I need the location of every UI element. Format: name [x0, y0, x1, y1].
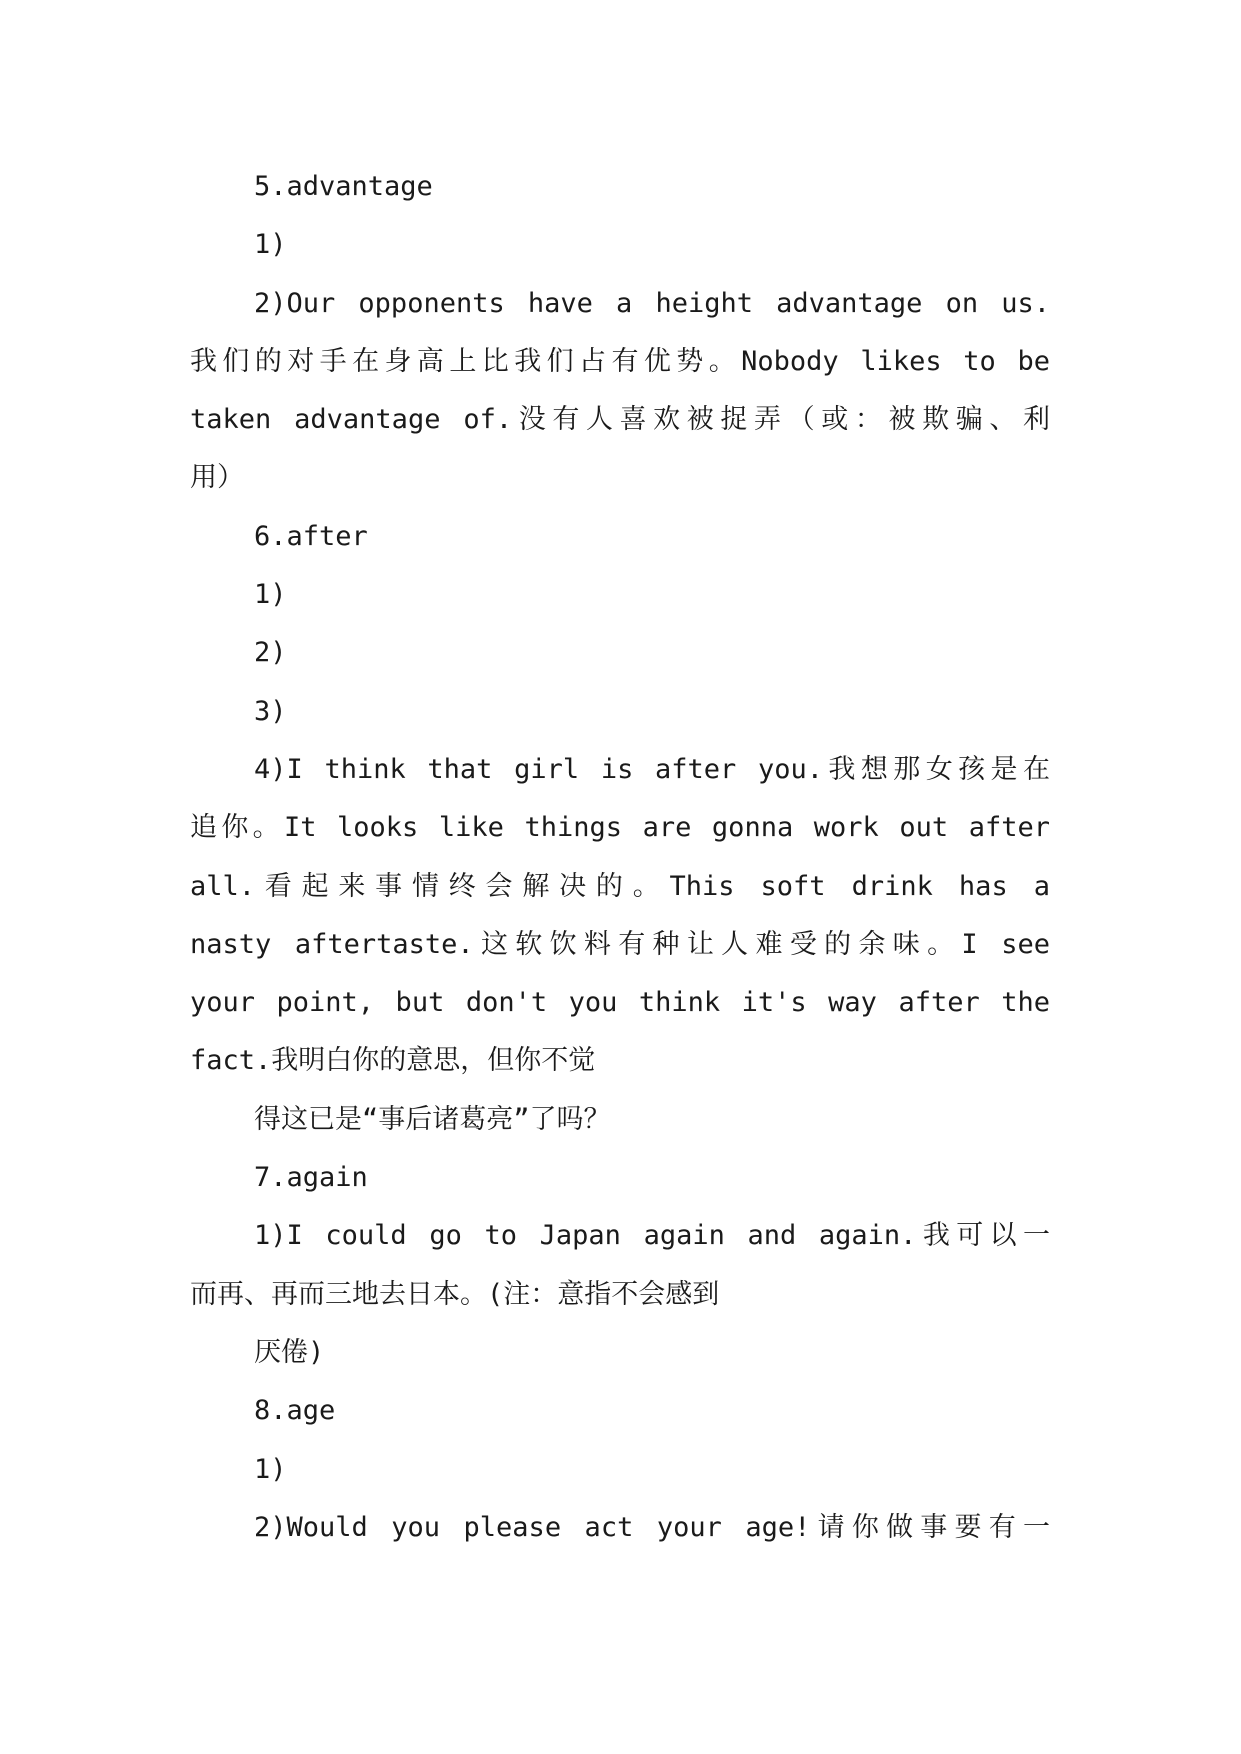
- text-line: 而再、再而三地去日本。(注：意指不会感到: [190, 1278, 720, 1310]
- text-line: 用）: [190, 462, 244, 494]
- document-text-body: [190, 158, 1050, 1557]
- text-line: 6.after: [254, 520, 368, 552]
- text-line: 3): [254, 695, 287, 727]
- text-line: 7.again: [254, 1162, 368, 1194]
- text-line: 1): [254, 229, 287, 261]
- text-line: your point, but don't you think it's way after the: [190, 987, 1050, 1019]
- text-line: 2)Our opponents have a height advantage on us.: [254, 287, 1050, 319]
- text-line: 追你。It looks like things are gonna work out after: [190, 812, 1050, 844]
- text-line: 1)I could go to Japan again and again.我可以一: [254, 1220, 1050, 1252]
- text-line: 4)I think that girl is after you.我想那女孩是在: [254, 753, 1050, 785]
- text-line: taken advantage of.没有人喜欢被捉弄（或：被欺骗、利: [190, 404, 1050, 436]
- text-line: all.看起来事情终会解决的。This soft drink has a: [190, 870, 1050, 902]
- text-line: 1): [254, 1453, 287, 1485]
- text-line: 得这已是“事后诸葛亮”了吗？: [254, 1103, 611, 1135]
- text-line: nasty aftertaste.这软饮料有种让人难受的余味。I see: [190, 928, 1050, 960]
- text-line: 我们的对手在身高上比我们占有优势。Nobody likes to be: [190, 345, 1050, 377]
- text-line: 2)Would you please act your age!请你做事要有一: [254, 1511, 1050, 1543]
- text-line: 厌倦): [254, 1336, 325, 1368]
- text-line: 1): [254, 579, 287, 611]
- text-line: 5.advantage: [254, 171, 433, 202]
- text-line: 2): [254, 637, 287, 669]
- text-line: fact.我明白你的意思，但你不觉: [190, 1045, 596, 1077]
- text-line: 8.age: [254, 1395, 336, 1427]
